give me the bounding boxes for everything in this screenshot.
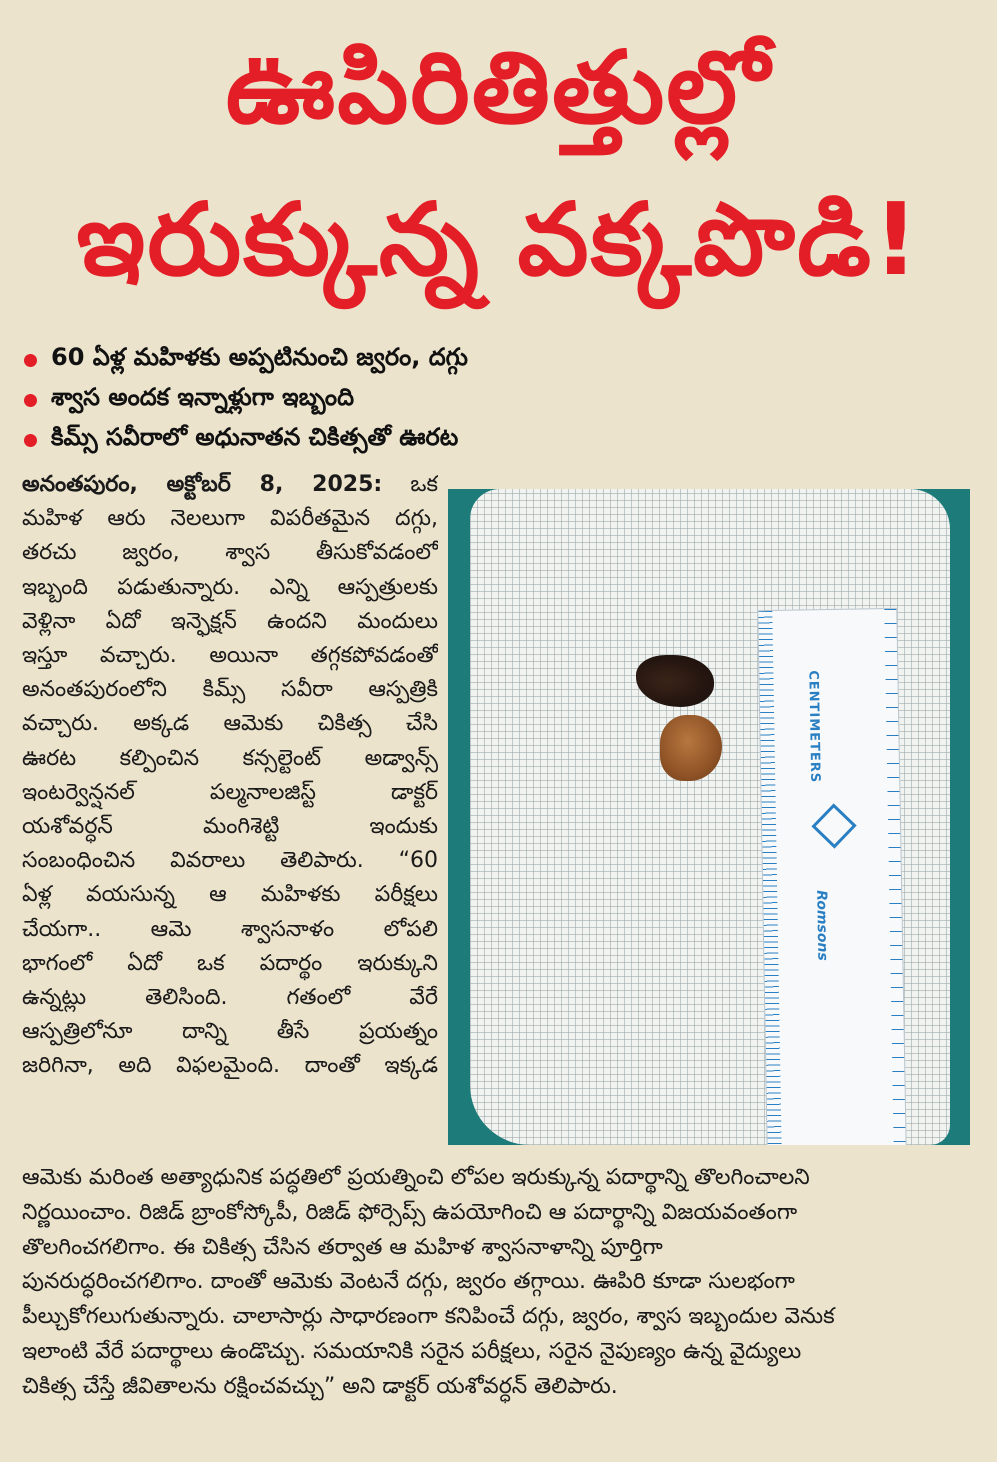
dateline: అనంతపురం, అక్టోబర్ 8, 2025: (22, 472, 383, 497)
specimen-photo (448, 489, 970, 1145)
article-line: వచ్చారు. అక్కడ ఆమెకు చికిత్స చేసి (22, 711, 438, 737)
article-line-text: ఒక (410, 472, 438, 497)
bullet-dot-icon (24, 434, 37, 447)
article-line: అనంతపురంలోని కిమ్స్ సవీరా ఆస్పత్రికి (22, 677, 438, 703)
bullet-dot-icon (24, 354, 37, 367)
bullet-dot-icon (24, 394, 37, 407)
bullet-item (24, 420, 974, 460)
article-line: తరచు జ్వరం, శ్వాస తీసుకోవడంలో (22, 540, 438, 566)
article-line (22, 468, 438, 502)
bullet-item (24, 340, 974, 380)
article-line: ఇస్తూ వచ్చారు. అయినా తగ్గకపోవడంతో (22, 643, 438, 669)
article-line: చికిత్స చేస్తే జీవితాలను రక్షించవచ్చు” అని డాక్టర్ యశోవర్ధన్ తెలిపారు. (22, 1373, 618, 1399)
ruler-logo-icon (811, 803, 856, 848)
article-line: యశోవర్ధన్ మంగిశెట్టి ఇందుకు (22, 814, 438, 840)
article-column-text (22, 468, 438, 1084)
ruler (757, 608, 906, 1145)
article-line: భాగంలో ఏదో ఒక పదార్థం ఇరుక్కుని (22, 950, 438, 976)
headline (0, 28, 997, 330)
article-line: ఏళ్ల వయసున్న ఆ మహిళకు పరీక్షలు (22, 882, 438, 908)
article-line: ఇబ్బంది పడుతున్నారు. ఎన్ని ఆస్పత్రులకు (22, 574, 438, 600)
article-full-text (22, 1161, 974, 1405)
bullet-text: 60 ఏళ్ల మహిళకు అప్పటినుంచి జ్వరం, దగ్గు (51, 343, 468, 371)
article-line: ఇంటర్వెన్షనల్ పల్మనాలజిస్ట్ డాక్టర్ (22, 779, 438, 805)
ruler-brand: Romsons (813, 890, 831, 961)
article-line: సంబంధించిన వివరాలు తెలిపారు. “60 (22, 848, 438, 874)
headline-line-1: ఊపిరితిత్తుల్లో (225, 29, 772, 146)
bullet-item (24, 380, 974, 420)
article-line: ఉన్నట్లు తెలిసింది. గతంలో వేరే (22, 985, 438, 1011)
article-line: తొలగించగలిగాం. ఈ చికిత్స చేసిన తర్వాత ఆ మహిళ శ్వాసనాళాన్ని పూర్తిగా (22, 1234, 663, 1260)
headline-line-2: ఇరుక్కున్న వక్కపొడి! (76, 181, 921, 298)
article-line: ఊరట కల్పించిన కన్సల్టెంట్ అడ్వాన్స్ (22, 745, 438, 771)
article-line: ఆస్పత్రిలోనూ దాన్ని తీసే ప్రయత్నం (22, 1019, 438, 1045)
article-line: నిర్ణయించాం. రిజిడ్ బ్రాంకోస్కోపీ, రిజిడ్ ఫోర్సెప్స్ ఉపయోగించి ఆ పదార్థాన్ని విజయవంతంగా (22, 1199, 798, 1225)
article-line: ఆమెకు మరింత అత్యాధునిక పద్ధతిలో ప్రయత్నించి లోపల ఇరుక్కున్న పదార్థాన్ని తొలగించాలని (22, 1165, 810, 1190)
article-line: వెళ్లినా ఏదో ఇన్ఫెక్షన్ ఉందని మందులు (22, 608, 438, 634)
ruler-label: CENTIMETERS (805, 670, 823, 784)
article-line: పీల్చుకోగలుగుతున్నారు. చాలాసార్లు సాధారణంగా కనిపించే దగ్గు, జ్వరం, శ్వాస ఇబ్బందుల వెనుక (22, 1304, 835, 1330)
bullet-text: శ్వాస అందక ఇన్నాళ్లుగా ఇబ్బంది (51, 383, 355, 411)
article-line: ఇలాంటి వేరే పదార్థాలు ఉండొచ్చు. సమయానికి సరైన పరీక్షలు, సరైన నైపుణ్యం ఉన్న వైద్యులు (22, 1338, 802, 1364)
article-line: చేయగా.. ఆమె శ్వాసనాళం లోపలి (22, 916, 438, 942)
article-line: జరిగినా, అది విఫలమైంది. దాంతో ఇక్కడ (22, 1053, 438, 1079)
bullet-text: కిమ్స్ సవీరాలో అధునాతన చికిత్సతో ఊరట (51, 423, 459, 451)
article-line: మహిళ ఆరు నెలలుగా విపరీతమైన దగ్గు, (22, 506, 438, 532)
article-line: పునరుద్ధరించగలిగాం. దాంతో ఆమెకు వెంటనే దగ్గు, జ్వరం తగ్గాయి. ఊపిరి కూడా సులభంగా (22, 1269, 795, 1295)
bullet-list (24, 340, 974, 460)
